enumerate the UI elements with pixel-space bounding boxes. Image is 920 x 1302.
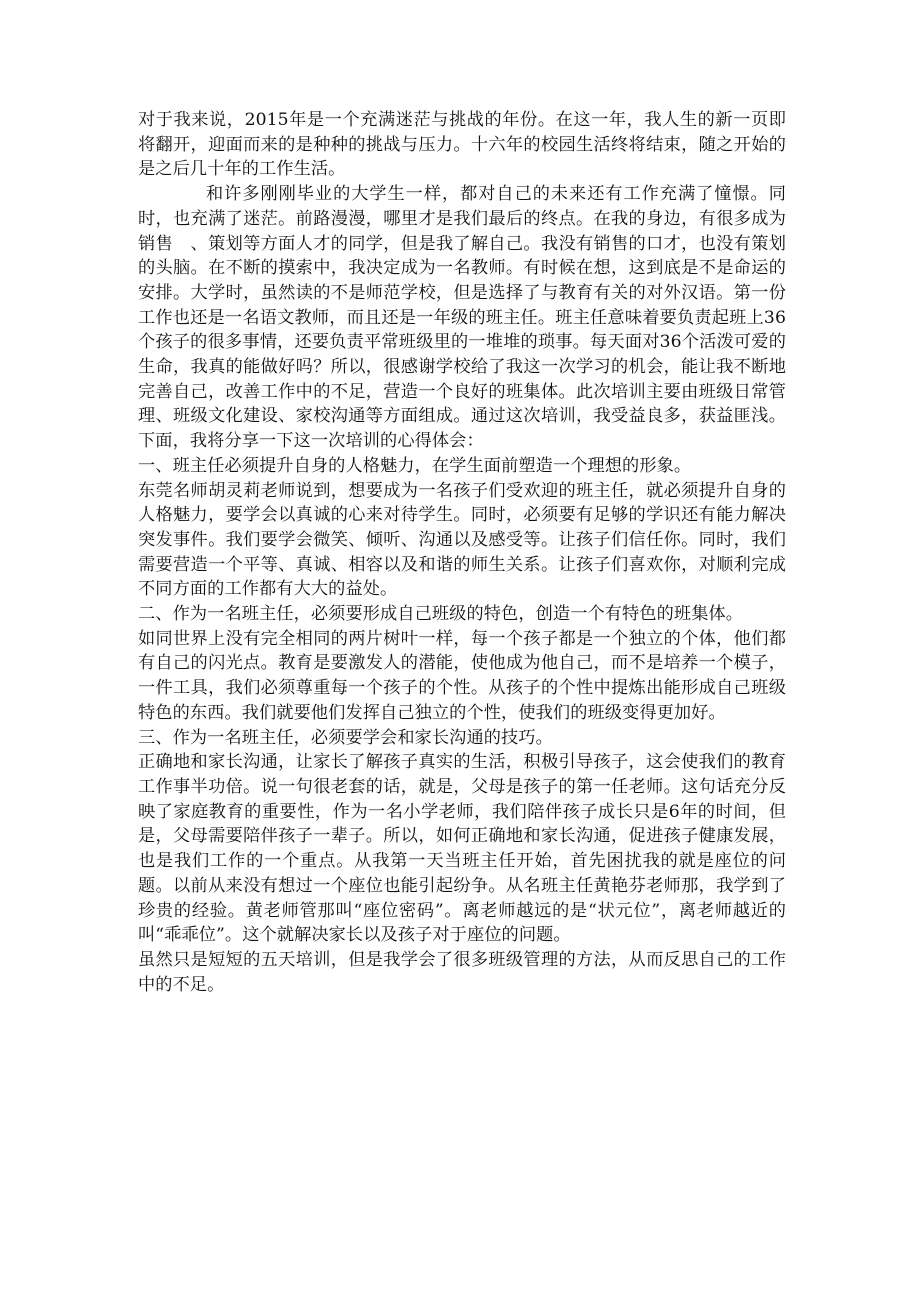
section-body-1: 东莞名师胡灵莉老师说到，想要成为一名孩子们受欢迎的班主任，就必须提升自身的人格魅力，要学会以真诚的心来对待学生。同时，必须要有足够的学识还有能力解决突发事件。我们要学会微笑、倾听、沟通以及感受等。让孩子们信任你。同时，我们需要营造一个平等、真诚、相容以及和谐的师生关系。让孩子们喜欢你，对顺利完成不同方面的工作都有大大的益处。 <box>138 480 786 600</box>
section-body-2: 如同世界上没有完全相同的两片树叶一样，每一个孩子都是一个独立的个体，他们都有自己的闪光点。教育是要激发人的潜能，使他成为他自己，而不是培养一个模子，一件工具，我们必须尊重每一个孩子的个性。从孩子的个性中提炼出能形成自己班级特色的东西。我们就要他们发挥自己独立的个性，使我们的班级变得更加好。 <box>138 628 786 723</box>
document-page <box>138 108 786 997</box>
section-body-3: 正确地和家长沟通，让家长了解孩子真实的生活，积极引导孩子，这会使我们的教育工作事半功倍。说一句很老套的话，就是，父母是孩子的第一任老师。这句话充分反映了家庭教育的重要性，作为一名小学老师，我们陪伴孩子成长只是6年的时间，但是，父母需要陪伴孩子一辈子。所以，如何正确地和家长沟通，促进孩子健康发展，也是我们工作的一个重点。从我第一天当班主任开始，首先困扰我的就是座位的问题。以前从来没有想过一个座位也能引起纷争。从名班主任黄艳芬老师那，我学到了珍贵的经验。黄老师管那叫“座位密码”。离老师越远的是“状元位”，离老师越近的叫“乖乖位”。这个就解决家长以及孩子对于座位的问题。 <box>138 752 786 946</box>
conclusion-paragraph: 虽然只是短短的五天培训，但是我学会了很多班级管理的方法，从而反思自己的工作中的不足。 <box>138 949 786 995</box>
section-heading-2: 二、作为一名班主任，必须要形成自己班级的特色，创造一个有特色的班集体。 <box>138 604 744 625</box>
section-heading-1: 一、班主任必须提升自身的人格魅力，在学生面前塑造一个理想的形象。 <box>138 455 692 476</box>
intro-paragraph: 对于我来说，2015年是一个充满迷茫与挑战的年份。在这一年，我人生的新一页即将翻开，迎面而来的是种种的挑战与压力。十六年的校园生活终将结束，随之开始的是之后几十年的工作生活。 <box>138 110 786 180</box>
background-paragraph: 和许多刚刚毕业的大学生一样，都对自己的未来还有工作充满了憧憬。同时，也充满了迷茫。前路漫漫，哪里才是我们最后的终点。在我的身边，有很多成为销售 、策划等方面人才的同学，但是我了解自己。我没有销售的口才，也没有策划的头脑。在不断的摸索中，我决定成为一名教师。有时候在想，这到底是不是命运的安排。大学时，虽然读的不是师范学校，但是选择了与教育有关的对外汉语。第一份工作也还是一名语文教师，而且还是一年级的班主任。班主任意味着要负责起班上36个孩子的很多事情，还要负责平常班级里的一堆堆的琐事。每天面对36个活泼可爱的生命，我真的能做好吗？所以，很感谢学校给了我这一次学习的机会，能让我不断地完善自己，改善工作中的不足，营造一个良好的班集体。此次培训主要由班级日常管理、班级文化建设、家校沟通等方面组成。通过这次培训，我受益良多，获益匪浅。下面，我将分享一下这一次培训的心得体会： <box>138 184 786 452</box>
section-heading-3: 三、作为一名班主任，必须要学会和家长沟通的技巧。 <box>138 727 553 748</box>
